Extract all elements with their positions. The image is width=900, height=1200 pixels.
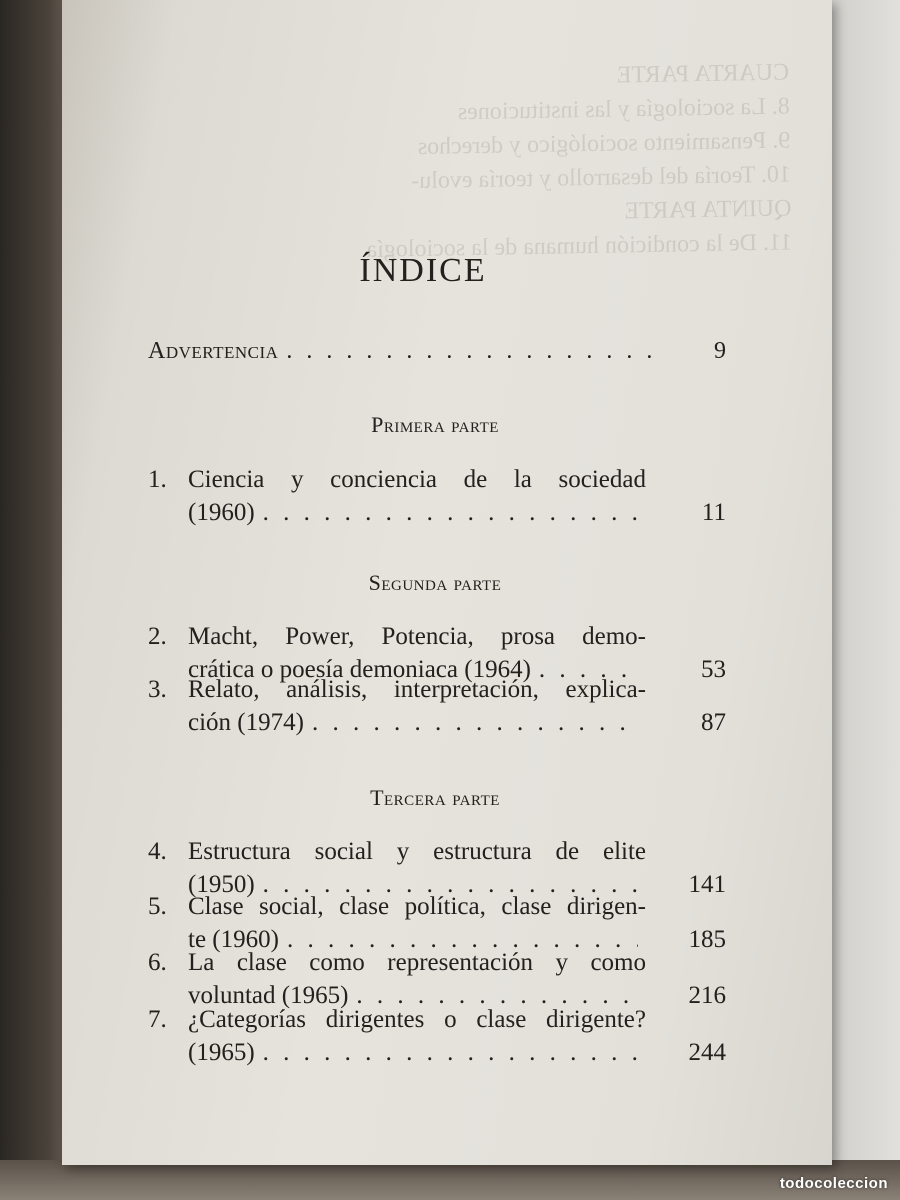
entry-title-line: crática o poesía demoniaca (1964) [188, 656, 531, 683]
show-through-text: CUARTA PARTE 8. La sociología y las instituciones 9. Pensamiento sociológico y derechos 10. Teoría del desarrollo y teoría evolu- QUINTA PARTE 11. De la condición humana de la sociología [366, 59, 793, 263]
leader-dots [286, 338, 668, 365]
entry-number: 5. [148, 893, 167, 920]
section-heading: Primera parte [371, 412, 499, 437]
entry-title-line: ción (1974) [188, 709, 304, 736]
leader-dots [263, 1036, 638, 1069]
entry-title-line: ¿Categorías dirigentes o clase dirigente? [188, 1006, 646, 1033]
entry-number: 6. [148, 949, 167, 976]
toc-entry [148, 463, 726, 529]
toc-front-matter [148, 338, 726, 365]
entry-title-line: te (1960) [188, 926, 279, 953]
entry-number: 4. [148, 838, 167, 865]
page-number: 185 [688, 926, 726, 953]
book-page [62, 0, 832, 1165]
entry-title-line: (1965) [188, 1039, 255, 1066]
entry-number: 2. [148, 623, 167, 650]
book-spine-shadow [0, 0, 70, 1200]
entry-title-line: La clase como representación y como [188, 949, 646, 976]
page-number: 141 [688, 871, 726, 898]
page-number: 216 [688, 982, 726, 1009]
toc-entry [148, 1003, 726, 1069]
table-surface [0, 1160, 900, 1200]
toc-entry [148, 673, 726, 739]
entry-title-line: voluntad (1965) [188, 982, 349, 1009]
page-number: 87 [701, 709, 726, 736]
entry-number: 3. [148, 676, 167, 703]
page-number: 53 [701, 656, 726, 683]
entry-title-line: Macht, Power, Potencia, prosa demo- [188, 623, 646, 650]
front-matter-label: Advertencia [148, 338, 279, 364]
section-heading: Segunda parte [368, 570, 502, 595]
entry-title-line: Ciencia y conciencia de la sociedad [188, 466, 646, 493]
entry-title-line: Clase social, clase política, clase dirigen- [188, 893, 646, 920]
entry-number: 7. [148, 1006, 167, 1033]
section-heading: Tercera parte [370, 785, 500, 810]
table-of-contents [62, 0, 832, 1165]
watermark: todocoleccion [779, 1175, 888, 1192]
page-number: 244 [688, 1039, 726, 1066]
entry-title-line: Estructura social y estructura de elite [188, 838, 646, 865]
leader-dots [312, 706, 638, 739]
page-number: 11 [701, 499, 726, 526]
entry-number: 1. [148, 466, 167, 493]
entry-title-line: Relato, análisis, interpretación, explica- [188, 676, 646, 703]
leader-dots [263, 496, 638, 529]
page-number: 9 [714, 338, 726, 364]
entry-title-line: (1950) [188, 871, 255, 898]
page-title: ÍNDICE [359, 252, 487, 289]
entry-title-line: (1960) [188, 499, 255, 526]
